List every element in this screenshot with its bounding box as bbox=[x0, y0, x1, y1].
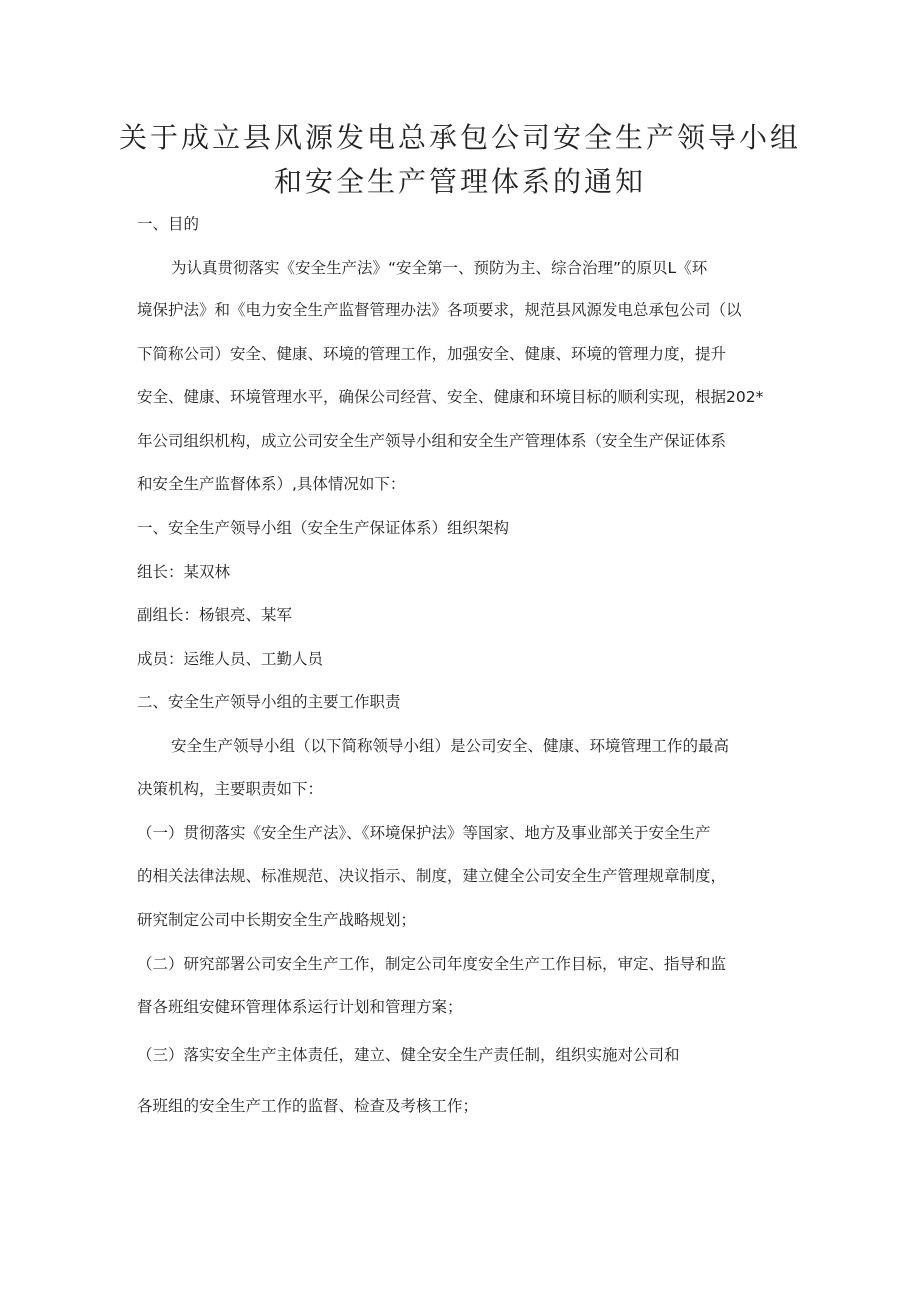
leader-line: 组长：某双林 bbox=[137, 563, 231, 581]
paragraph-line: 各班组的安全生产工作的监督、检查及考核工作； bbox=[137, 1097, 479, 1115]
paragraph-line: 安全、健康、环境管理水平，确保公司经营、安全、健康和环境目标的顺利实现，根据202* bbox=[137, 388, 764, 406]
paragraph-line: 决策机构，主要职责如下： bbox=[137, 780, 324, 798]
document-title-line-2: 和安全生产管理体系的通知 bbox=[273, 165, 646, 198]
paragraph-line: 督各班组安健环管理体系运行计划和管理方案； bbox=[137, 998, 463, 1016]
paragraph-line: 为认真贯彻落实《安全生产法》“安全第一、预防为主、综合治理”的原贝L《环 bbox=[171, 259, 708, 277]
duty-item-1: （一）贯彻落实《安全生产法》、《环境保护法》等国家、地方及事业部关于安全生产 bbox=[137, 824, 711, 842]
paragraph-line: 境保护法》和《电力安全生产监督管理办法》各项要求，规范县风源发电总承包公司（以 bbox=[137, 301, 742, 319]
paragraph-line: 的相关法律法规、标准规范、决议指示、制度，建立健全公司安全生产管理规章制度， bbox=[137, 867, 727, 885]
section-heading-purpose: 一、目的 bbox=[137, 215, 200, 233]
duty-item-3: （三）落实安全生产主体责任，建立、健全安全生产责任制，组织实施对公司和 bbox=[137, 1046, 680, 1064]
paragraph-line: 安全生产领导小组（以下简称领导小组）是公司安全、健康、环境管理工作的最高 bbox=[171, 737, 730, 755]
section-heading-org: 一、安全生产领导小组（安全生产保证体系）组织架构 bbox=[137, 519, 510, 537]
section-heading-duties: 二、安全生产领导小组的主要工作职责 bbox=[137, 693, 401, 711]
paragraph-line: 下简称公司）安全、健康、环境的管理工作，加强安全、健康、环境的管理力度，提升 bbox=[137, 345, 727, 363]
members-line: 成员：运维人员、工勤人员 bbox=[137, 650, 324, 668]
paragraph-line: 年公司组织机构，成立公司安全生产领导小组和安全生产管理体系（安全生产保证体系 bbox=[137, 432, 727, 450]
deputy-leader-line: 副组长：杨银亮、某军 bbox=[137, 606, 293, 624]
paragraph-line: 研究制定公司中长期安全生产战略规划； bbox=[137, 911, 417, 929]
document-title-line-1: 关于成立县风源发电总承包公司安全生产领导小组 bbox=[118, 121, 801, 154]
duty-item-2: （二）研究部署公司安全生产工作，制定公司年度安全生产工作目标，审定、指导和监 bbox=[137, 955, 727, 973]
paragraph-line: 和安全生产监督体系）,具体情况如下： bbox=[137, 475, 406, 493]
